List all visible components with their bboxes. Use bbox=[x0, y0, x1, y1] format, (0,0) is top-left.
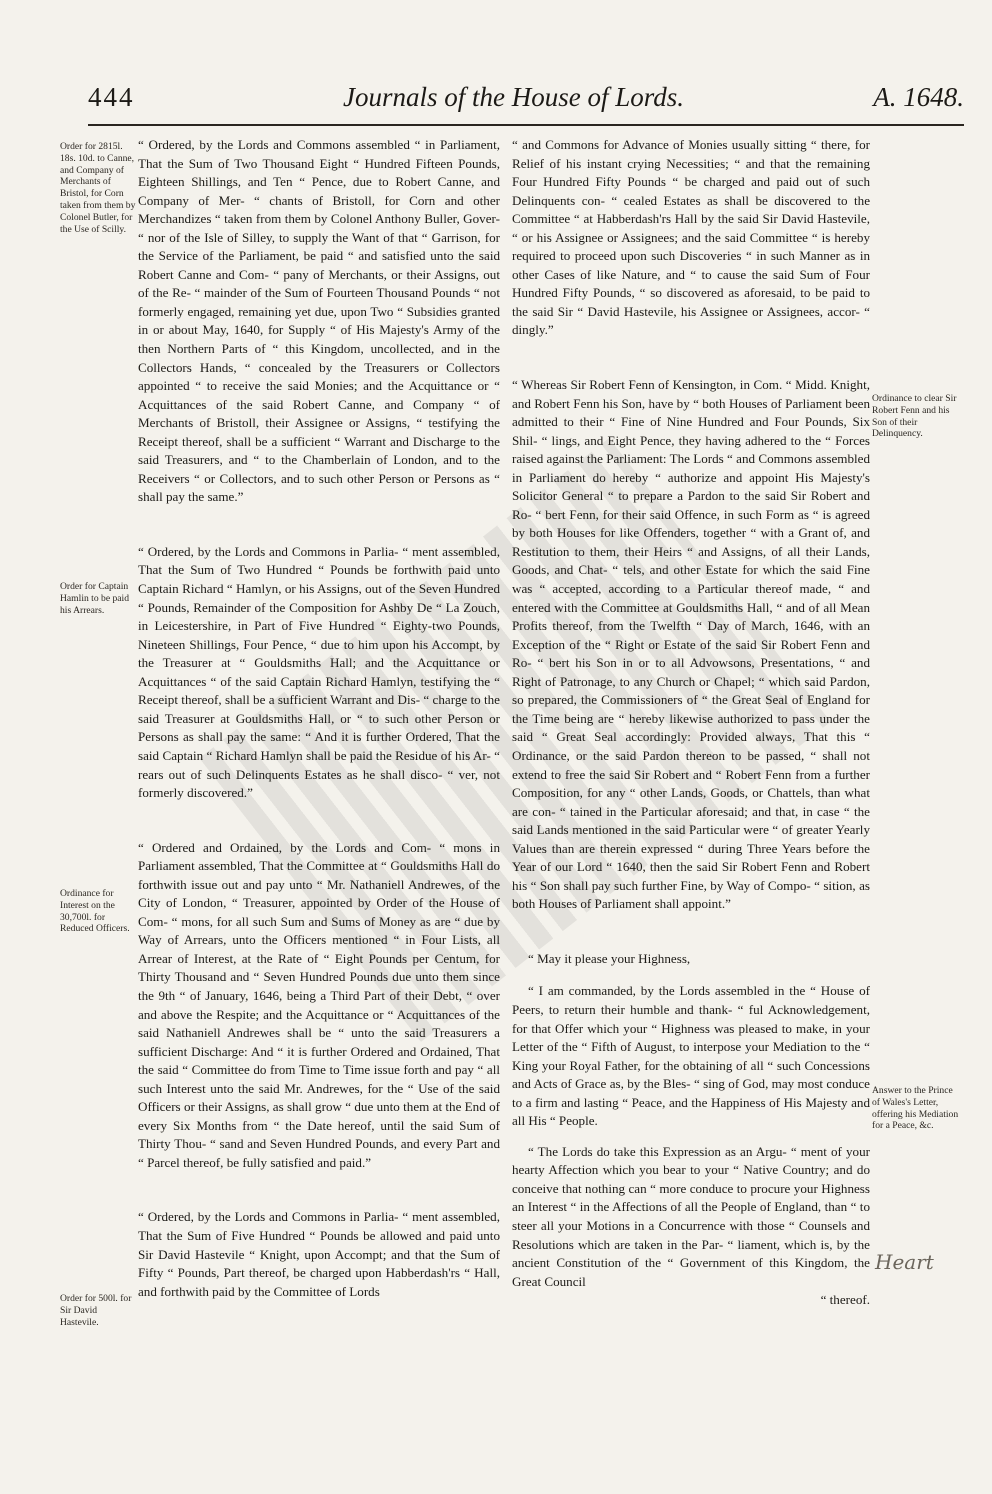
right-column bbox=[512, 136, 870, 1310]
catchword: “ thereof. bbox=[820, 1292, 870, 1308]
header-rule bbox=[88, 124, 964, 126]
page-header bbox=[88, 82, 964, 128]
margin-note-interest: Ordinance for Interest on the 30,700l. for Reduced Officers. bbox=[60, 888, 130, 935]
ordinance-fenn: “ Whereas Sir Robert Fenn of Kensington, in Com. “ Midd. Knight, and Robert Fenn his Son, have by “ both Houses of Parliament been admitted to their “ Fine of Nine Hundred and Four Pounds, Six Shil- “ lings, and Eight Pence, they having adhered to the “ Forces raised against the Parliament: The Lords “ and Commons assembled in Parliament do hereby “ authorize and appoint His Majesty's Solicitor General “ to prepare a Pardon to the said Sir Robert and Ro- “ bert Fenn, for their said Offence, in such Form as “ is agreed by both Houses for like Offenders, together “ with a Grant of, and Restitution to them, their Heirs “ and Assigns, of all their Lands, Goods, and Chat- “ tels, and other Estate for which the said Fine was “ accepted, according to a Particular thereof made, “ and entered with the Committee at Gouldsmiths Hall, “ and of all Mean Profits thereof, from the Twelfth “ Day of March, 1646, with an Exception of the “ Right or Estate of the said Sir Robert Fenn and Ro- “ bert his Son in or to all Advowsons, Presentations, “ and Right of Patronage, to any Church or Chapel; “ which said Pardon, so prepared, the Commissioners of “ the Great Seal of England for the Time being are “ hereby likewise authorized to pass under the said “ Great Seal accordingly: Provided always, That this “ Ordinance, or the said Pardon thereon to be passed, “ shall not extend to free the said Sir Robert and “ Robert Fenn from a further Composition, for any “ other Lands, Goods, or Chattels, than what are con- “ tained in the Particular aforesaid; and that, in case “ the said Lands mentioned in the said Particular were “ of greater Yearly Values than are therein expressed “ during Three Years before the Year of our Lord “ 1640, then the said Sir Robert Fenn and Robert his “ Son shall pay such further Fine, by Way of Compo- “ sition, as both Houses of Parliament shall appoint.” bbox=[512, 377, 870, 912]
order-hamlyn: “ Ordered, by the Lords and Commons in Parlia- “ ment assembled, That the Sum of Two Hundred “ Pounds be forthwith paid unto Captain Richard “ Hamlyn, or his Assigns, out of the Seven Hundred “ Pounds, Remainder of the Composition for Ashby De “ La Zouch, in Leicestershire, in Part of Five Hundred “ Eighty-two Pounds, Nineteen Shillings, Four Pence, “ due to him upon his Accompt, by the Treasurer at “ Gouldsmiths Hall; and the Acquittance or Acquittances “ of the said Captain Richard Hamlyn, testifying the “ Receipt thereof, shall be a sufficient Warrant and Dis- “ charge to the said Treasurer at Gouldsmiths Hall, or “ to such other Person or Persons as shall pay the same: “ And it is further Ordered, That the said Captain “ Richard Hamlyn shall be paid the Residue of his Ar- “ rears out of such Delinquents Estates as he shall disco- “ ver, not formerly discovered.” bbox=[138, 543, 500, 801]
order-hastevile-continued: “ and Commons for Advance of Monies usually sitting “ there, for Relief of his instant crying Necessities; “ and that the remaining Four Hundred Fifty Pounds “ be charged and paid out of such Delinquents con- “ cealed Estates as shall be discovered to the Committee “ at Habberdash'rs Hall by the said Sir David Hastevile, “ or his Assignee or Assignees; and the said Committee “ is hereby required to proceed upon such Discoveries “ in such Manner as in other Cases of like Nature, and “ to cause the said Sum of Four Hundred Fifty Pounds, “ so discovered as aforesaid, to be paid to the said Sir “ David Hastevile, his Assignee or Assignees, accor- “ dingly.” bbox=[512, 137, 870, 338]
margin-note-hastevile: Order for 500l. for Sir David Hastevile. bbox=[60, 1293, 132, 1328]
ordinance-interest: “ Ordered and Ordained, by the Lords and Com- “ mons in Parliament assembled, That the Committee at “ Gouldsmiths Hall do forthwith issue out and pay unto “ Mr. Nathaniell Andrewes, of the City of London, “ Treasurer, appointed by Order of the House of Com- “ mons, for all such Sum and Sums of Money as are “ due by Way of Arrears, unto the Officers mentioned “ in Four Lists, all Arrear of Interest, at the Rate of “ Eight Pounds per Centum, for Thirty Thousand and “ Seven Hundred Pounds due unto them since the 9th “ of January, 1646, being a Third Part of their Debt, “ over and above the Respite; and the Acquittance or “ Acquittances of the said Nathaniell Andrewes shall be “ unto the said Treasurers a sufficient Discharge: And “ it is further Ordered and Ordained, That the said “ Committee do from Time to Time issue forth and pay “ all such Interest unto the said Mr. Andrewes, for the “ Use of the said Officers or their Assigns, as shall grow “ due unto them at the End of every Six Months from “ the Date hereof, until the said Sum of Thirty Thou- “ sand and Seven Hundred Pounds, and every Part and “ Parcel thereof, be fully satisfied and paid.” bbox=[138, 839, 500, 1170]
margin-note-prince: Answer to the Prince of Wales's Letter, offering his Mediation for a Peace, &c. bbox=[872, 1085, 959, 1132]
margin-note-hamlyn: Order for Captain Hamlin to be paid his Arrears. bbox=[60, 581, 130, 616]
letter-paragraph-2: “ The Lords do take this Expression as an Argu- “ ment of your hearty Affection which you bear to your “ Native Country; and do conceive that nothing can “ more conduce to procure your Highness an Interest “ in the Affections of all the People of England, than “ to steer all your Motions in a Concurrence with those “ Counsels and Resolutions which are taken in the Par- “ liament, which is, by the ancient Constitution of the “ Government of this Kingdom, the Great Council bbox=[512, 1143, 870, 1289]
margin-note-canne: Order for 2815l. 18s. 10d. to Canne, and Company of Merchants of Bristol, for Corn taken from them by Colonel Butler, for the Use of Scilly. bbox=[60, 141, 136, 235]
running-title: Journals of the House of Lords. bbox=[343, 82, 685, 112]
letter-paragraph-1: “ I am commanded, by the Lords assembled in the “ House of Peers, to return their humble and thank- “ ful Acknowledgement, for that Offer which your “ Highness was pleased to make, in your Letter of the “ Fifth of August, to interpose your Mediation to the “ King your Royal Father, for the obtaining of all “ such Concessions and Acts of Grace as, by the Bles- “ sing of God, may most conduce to a firm and lasting “ Peace, and the Happiness of His Majesty and all His “ People. bbox=[512, 983, 870, 1129]
letter-salutation: “ May it please your Highness, bbox=[528, 950, 691, 966]
order-canne: “ Ordered, by the Lords and Commons assembled “ in Parliament, That the Sum of Two Thousand Eight “ Hundred Fifteen Pounds, Eighteen Shillings, and Ten “ Pence, due to Robert Canne, and Company of Mer- “ chants of Bristoll, for Corn and other Merchandizes “ taken from them by Colonel Anthony Buller, Gover- “ nor of the Isle of Silley, to supply the Want of that “ Garrison, for the Service of the Parliament, be paid “ and satisfied unto the said Robert Canne and Com- “ pany of Merchants, or their Assigns, out of the Re- “ mainder of the Sum of Fourteen Thousand Pounds “ not formerly engaged, remaining yet due, upon Two “ Subsidies granted in or about May, 1640, for Supply “ of His Majesty's Army of the then Northern Parts of “ this Kingdom, uncollected, and in the Collectors Hands, “ concealed by the Treasurers or Collectors appointed “ to receive the said Monies; and the Acquittance or “ Acquittances of the said Robert Canne, and Company “ of Merchants of Bristoll, their Assignee or Assigns, “ testifying the Receipt thereof, shall be a sufficient “ Warrant and Discharge to the said Treasurers, and “ to the Chamberlain of London, and to the Receivers “ or Collectors, and to such other Person or Persons as “ shall pay the same.” bbox=[138, 137, 500, 505]
handwritten-annotation: Heart bbox=[875, 1250, 934, 1274]
margin-note-fenn: Ordinance to clear Sir Robert Fenn and his Son of their Delinquency. bbox=[872, 393, 957, 440]
left-column bbox=[138, 136, 500, 1301]
order-hastevile: “ Ordered, by the Lords and Commons in Parlia- “ ment assembled, That the Sum of Five Hundred “ Pounds be allowed and paid unto Sir David Hastevile “ Knight, upon Accompt; and that the Sum of Fifty “ Pounds, Part thereof, be charged upon Habberdash'rs “ Hall, and forthwith paid by the Committee of Lords bbox=[138, 1209, 500, 1299]
page-number: 444 bbox=[88, 82, 135, 112]
year-heading: A. 1648. bbox=[873, 82, 964, 112]
